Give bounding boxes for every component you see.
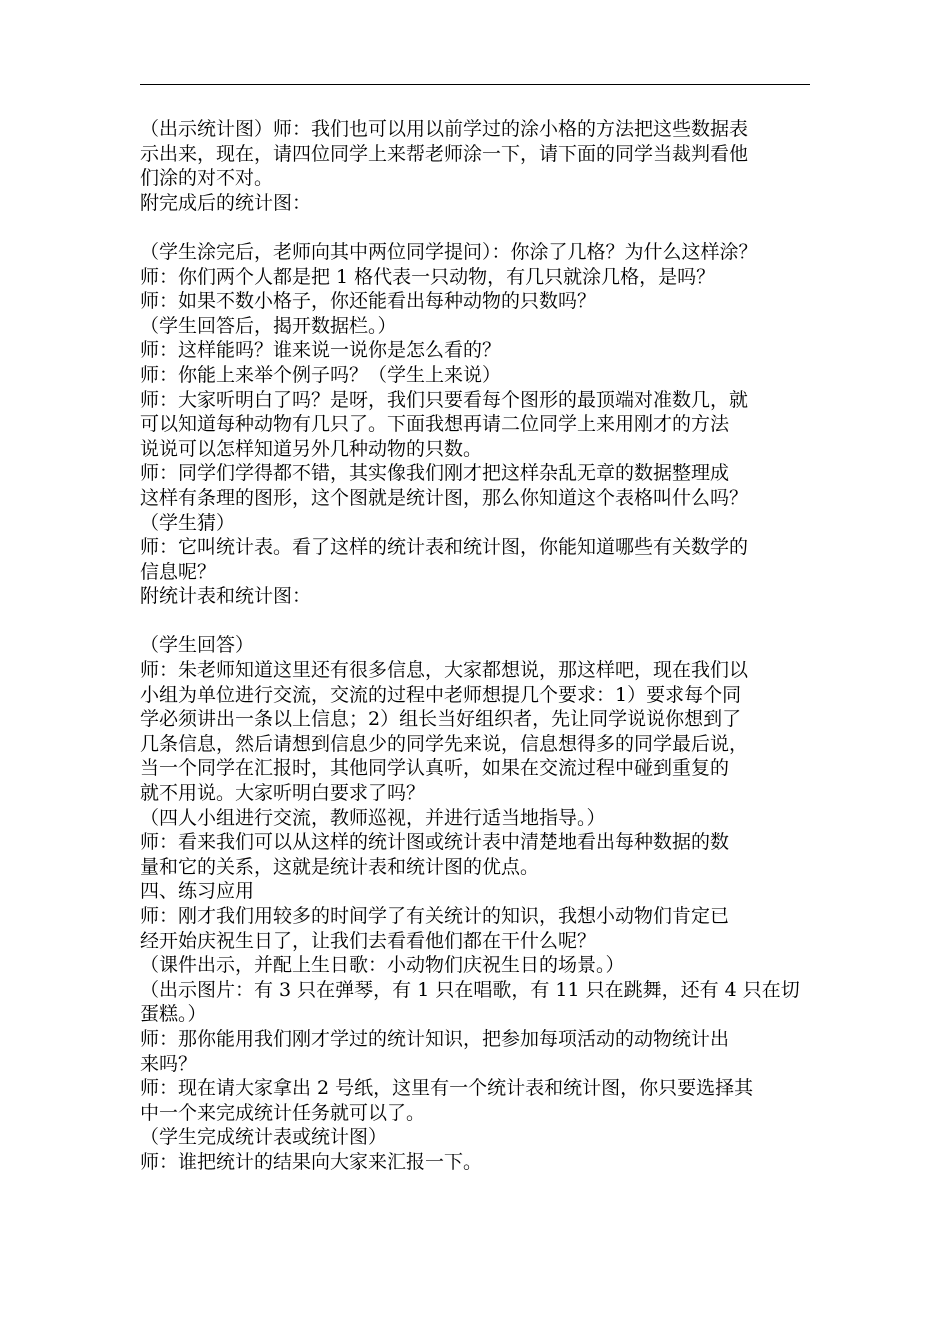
text-line: 师：看来我们可以从这样的统计图或统计表中清楚地看出每种数据的数 xyxy=(140,831,730,854)
text-line: （学生涂完后，老师向其中两位同学提问）：你涂了几格？为什么这样涂？ xyxy=(140,240,758,263)
text-line: 经开始庆祝生日了，让我们去看看他们都在干什么呢？ xyxy=(140,929,597,952)
text-line: 中一个来完成统计任务就可以了。 xyxy=(140,1101,426,1124)
text-line: （学生回答） xyxy=(140,634,255,657)
text-line: （学生回答后，揭开数据栏。） xyxy=(140,314,397,337)
text-line: 来吗？ xyxy=(140,1052,198,1075)
text-line: 师：那你能用我们刚才学过的统计知识，把参加每项活动的动物统计出 xyxy=(140,1027,730,1050)
text-line: 师：这样能吗？谁来说一说你是怎么看的？ xyxy=(140,339,502,362)
document-body xyxy=(140,117,830,1175)
text-line: （出示统计图）师：我们也可以用以前学过的涂小格的方法把这些数据表 xyxy=(140,118,749,140)
header-rule xyxy=(140,84,810,85)
text-line: （学生完成统计表或统计图） xyxy=(140,1126,388,1149)
text-line: 蛋糕。） xyxy=(140,1003,207,1026)
text-line: 师：你能上来举个例子吗？（学生上来说） xyxy=(140,363,502,386)
text-line: 师：它叫统计表。看了这样的统计表和统计图，你能知道哪些有关数学的 xyxy=(140,536,749,559)
text-line: 量和它的关系，这就是统计表和统计图的优点。 xyxy=(140,855,540,878)
text-line: 附统计表和统计图： xyxy=(140,585,312,608)
text-line: 学必须讲出一条以上信息；2）组长当好组织者，先让同学说说你想到了 xyxy=(140,708,742,731)
text-line: 师：刚才我们用较多的时间学了有关统计的知识，我想小动物们肯定已 xyxy=(140,905,730,927)
text-line: 师：你们两个人都是把 1 格代表一只动物，有几只就涂几格，是吗？ xyxy=(140,265,716,288)
text-line: 师：谁把统计的结果向大家来汇报一下。 xyxy=(140,1150,483,1173)
text-line: 这样有条理的图形，这个图就是统计图，那么你知道这个表格叫什么吗？ xyxy=(140,486,749,509)
text-line: 师：现在请大家拿出 2 号纸，这里有一个统计表和统计图，你只要选择其 xyxy=(140,1077,754,1100)
text-line: （出示图片：有 3 只在弹琴，有 1 只在唱歌，有 11 只在跳舞，还有 4 只在切 xyxy=(140,978,800,1001)
blank-line xyxy=(140,215,830,240)
text-line: 信息呢？ xyxy=(140,560,217,583)
text-line: 小组为单位进行交流，交流的过程中老师想提几个要求：1）要求每个同 xyxy=(140,683,742,706)
text-line: 几条信息，然后请想到信息少的同学先来说，信息想得多的同学最后说， xyxy=(140,732,749,755)
text-line: 们涂的对不对。 xyxy=(140,167,274,190)
text-line: 说说可以怎样知道另外几种动物的只数。 xyxy=(140,437,483,460)
text-line: 就不用说。大家听明白要求了吗？ xyxy=(140,782,426,805)
text-line: （四人小组进行交流，教师巡视，并进行适当地指导。） xyxy=(140,806,606,829)
text-line: 可以知道每种动物有几只了。下面我想再请二位同学上来用刚才的方法 xyxy=(140,413,730,436)
text-line: （课件出示，并配上生日歌：小动物们庆祝生日的场景。） xyxy=(140,954,625,977)
text-line: 示出来，现在，请四位同学上来帮老师涂一下，请下面的同学当裁判看他 xyxy=(140,142,749,165)
text-line: 师：如果不数小格子，你还能看出每种动物的只数吗？ xyxy=(140,290,597,313)
text-line: 四、练习应用 xyxy=(140,880,255,903)
text-line: 师：大家听明白了吗？是呀，我们只要看每个图形的最顶端对准数几，就 xyxy=(140,388,749,411)
text-line: 师：朱老师知道这里还有很多信息，大家都想说，那这样吧，现在我们以 xyxy=(140,659,749,682)
text-line: （学生猜） xyxy=(140,511,236,534)
text-line: 师：同学们学得都不错，其实像我们刚才把这样杂乱无章的数据整理成 xyxy=(140,462,730,485)
text-line: 附完成后的统计图： xyxy=(140,191,312,214)
blank-line xyxy=(140,609,830,634)
text-line: 当一个同学在汇报时，其他同学认真听，如果在交流过程中碰到重复的 xyxy=(140,757,730,780)
